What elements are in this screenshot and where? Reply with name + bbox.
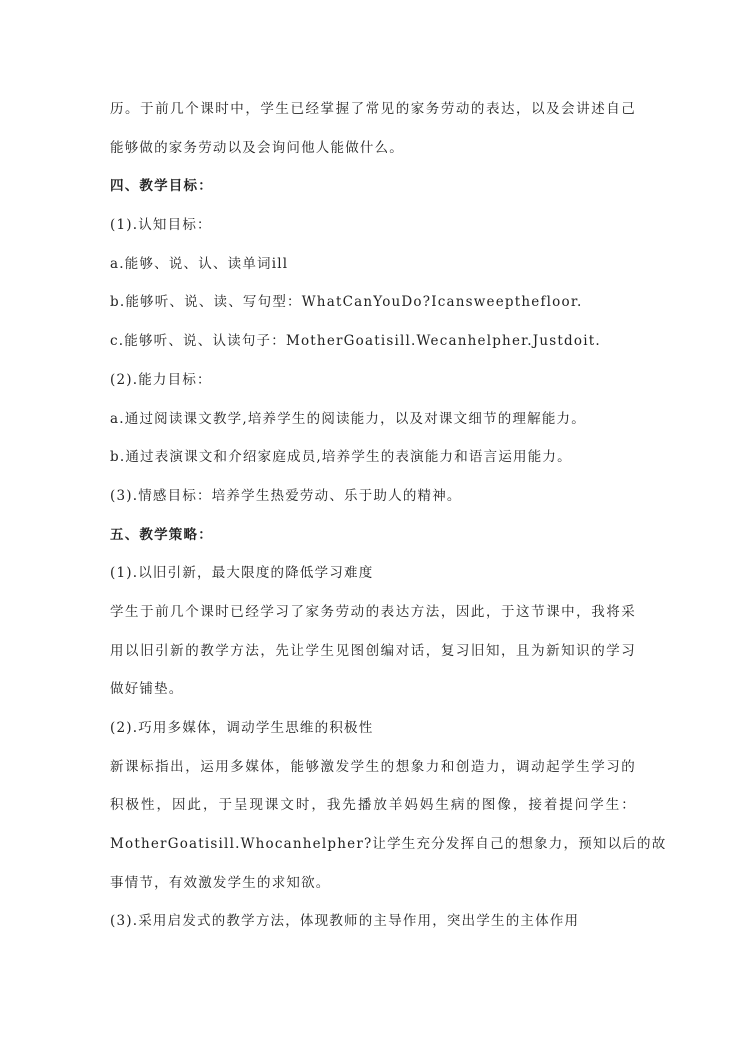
text-line: a.通过阅读课文教学,培养学生的阅读能力，以及对课文细节的理解能力。	[110, 410, 586, 427]
text-line: 做好铺垫。	[110, 681, 184, 698]
section-heading: 四、教学目标：	[110, 178, 213, 195]
text-line: 事情节，有效激发学生的求知欲。	[110, 874, 331, 891]
document-page	[110, 90, 667, 941]
text-line: 能够做的家务劳动以及会询问他人能做什么。	[110, 139, 404, 156]
text-line: 积极性，因此，于呈现课文时，我先播放羊妈妈生病的图像，接着提问学生：	[110, 797, 636, 814]
text-line: (1).认知目标：	[110, 217, 212, 234]
text-line: c.能够听、说、认读句子：MotherGoatisill.Wecanhelpher.Justdoit.	[110, 333, 601, 350]
section-heading: 五、教学策略：	[110, 526, 213, 543]
text-line: MotherGoatisill.Whocanhelpher?让学生充分发挥自己的想象力，预知以后的故	[110, 836, 667, 853]
text-line: (2).巧用多媒体，调动学生思维的积极性	[110, 720, 374, 736]
text-line: (3).采用启发式的教学方法，体现教师的主导作用，突出学生的主体作用	[110, 913, 580, 930]
text-line: 学生于前几个课时已经学习了家务劳动的表达方法，因此，于这节课中，我将采	[110, 603, 636, 620]
text-line: b.通过表演课文和介绍家庭成员,培养学生的表演能力和语言运用能力。	[110, 449, 572, 466]
text-line: (3).情感目标：培养学生热爱劳动、乐于助人的精神。	[110, 487, 462, 504]
text-line: 新课标指出，运用多媒体，能够激发学生的想象力和创造力，调动起学生学习的	[110, 758, 636, 775]
text-line: a.能够、说、认、读单词ill	[110, 255, 289, 272]
text-line: (1).以旧引新，最大限度的降低学习难度	[110, 565, 374, 582]
text-line: 历。于前几个课时中，学生已经掌握了常见的家务劳动的表达，以及会讲述自己	[110, 101, 636, 117]
text-line: b.能够听、说、读、写句型：WhatCanYouDo?Icansweepthefloor.	[110, 294, 583, 311]
text-line: (2).能力目标：	[110, 371, 212, 388]
text-line: 用以旧引新的教学方法，先让学生见图创编对话，复习旧知，且为新知识的学习	[110, 642, 636, 659]
